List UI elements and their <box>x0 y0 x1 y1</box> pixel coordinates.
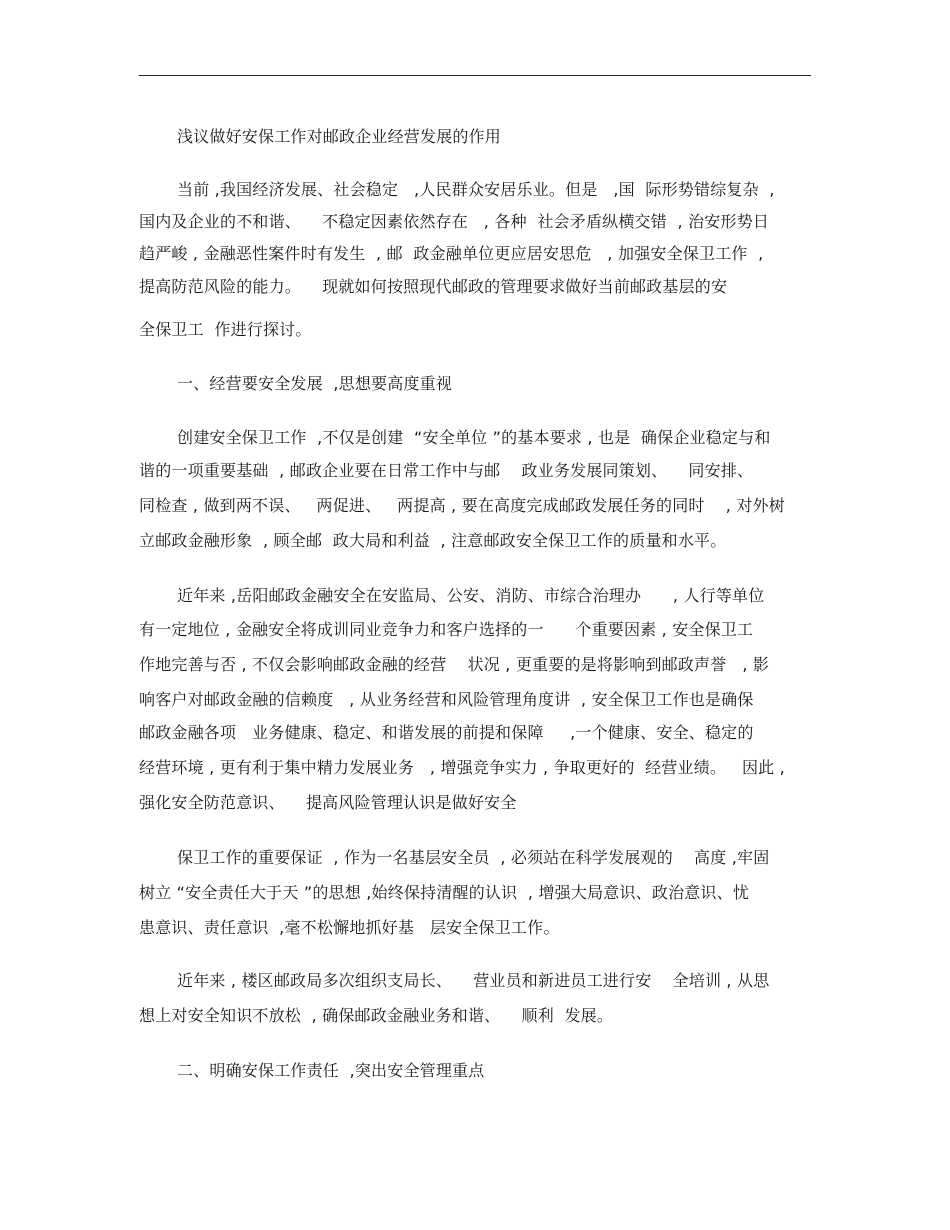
paragraph-3-line-2: 有一定地位 , 金融安全将成训同业竞争力和客户选择的一 个重要因素 , 安全保卫工 <box>139 620 754 639</box>
paragraph-3-line-1: 近年来 ,岳阳邮政金融安全在安监局、公安、消防、市综合治理办 , 人行等单位 <box>177 586 765 605</box>
document-title: 浅议做好安保工作对邮政企业经营发展的作用 <box>177 127 502 146</box>
section-heading-1: 一、经营要安全发展 ,思想要高度重视 <box>177 374 453 393</box>
paragraph-1-line-5: 全保卫工 作进行探讨。 <box>139 320 312 339</box>
paragraph-1-line-2: 国内及企业的不和谐、 不稳定因素依然存在 , 各种 社会矛盾纵横交错 , 治安形势日 <box>139 212 770 231</box>
paragraph-1-line-1: 当前 ,我国经济发展、社会稳定 ,人民群众安居乐业。但是 ,国 际形势错综复杂 , <box>177 180 775 199</box>
header-rule <box>139 75 811 76</box>
paragraph-3-line-6: 经营环境 , 更有利于集中精力发展业务 , 增强竞争实力 , 争取更好的 经营业绩。 因此 , <box>139 758 785 777</box>
paragraph-4-line-3: 患意识、责任意识 ,毫不松懈地抓好基 层安全保卫工作。 <box>139 918 560 937</box>
paragraph-2-line-1: 创建安全保卫工作 ,不仅是创建 “安全单位 ”的基本要求 , 也是 确保企业稳定与和 <box>177 428 771 447</box>
paragraph-5-line-2: 想上对安全知识不放松 , 确保邮政金融业务和谐、 顺利 发展。 <box>139 1006 614 1025</box>
paragraph-2-line-3: 同检查 , 做到两不误、 两促进、 两提高 , 要在高度完成邮政发展任务的同时 , 对外树 <box>139 496 785 515</box>
paragraph-3-line-4: 响客户对邮政金融的信赖度 , 从业务经营和风险管理角度讲 , 安全保卫工作也是确保 <box>139 690 754 709</box>
paragraph-3-line-7: 强化安全防范意识、 提高风险管理认识是做好安全 <box>139 793 517 812</box>
paragraph-4-line-2: 树立 “安全责任大于天 ”的思想 ,始终保持清醒的认识 , 增强大局意识、政治意识、忧 <box>139 883 750 902</box>
paragraph-1-line-3: 趋严峻 , 金融恶性案件时有发生 , 邮 政金融单位更应居安思危 , 加强安全保卫工作 , <box>139 244 764 263</box>
paragraph-2-line-2: 谐的一项重要基础 , 邮政企业要在日常工作中与邮 政业务发展同策划、 同安排、 <box>139 461 754 480</box>
paragraph-2-line-4: 立邮政金融形象 , 顾全邮 政大局和利益 , 注意邮政安全保卫工作的质量和水平。 <box>139 531 727 550</box>
paragraph-3-line-3: 作地完善与否 , 不仅会影响邮政金融的经营 状况 , 更重要的是将影响到邮政声誉 , 影 <box>139 655 770 674</box>
section-heading-2: 二、明确安保工作责任 ,突出安全管理重点 <box>177 1061 485 1080</box>
paragraph-5-line-1: 近年来 , 楼区邮政局多次组织支局长、 营业员和新进员工进行安 全培训 , 从思 <box>177 971 770 990</box>
paragraph-4-line-1: 保卫工作的重要保证 , 作为一名基层安全员 , 必须站在科学发展观的 高度 ,牢固 <box>177 848 770 867</box>
paragraph-1-line-4: 提高防范风险的能力。 现就如何按照现代邮政的管理要求做好当前邮政基层的安 <box>139 277 728 296</box>
paragraph-3-line-5: 邮政金融各项 业务健康、稳定、和谐发展的前提和保障 ,一个健康、安全、稳定的 <box>139 723 754 742</box>
